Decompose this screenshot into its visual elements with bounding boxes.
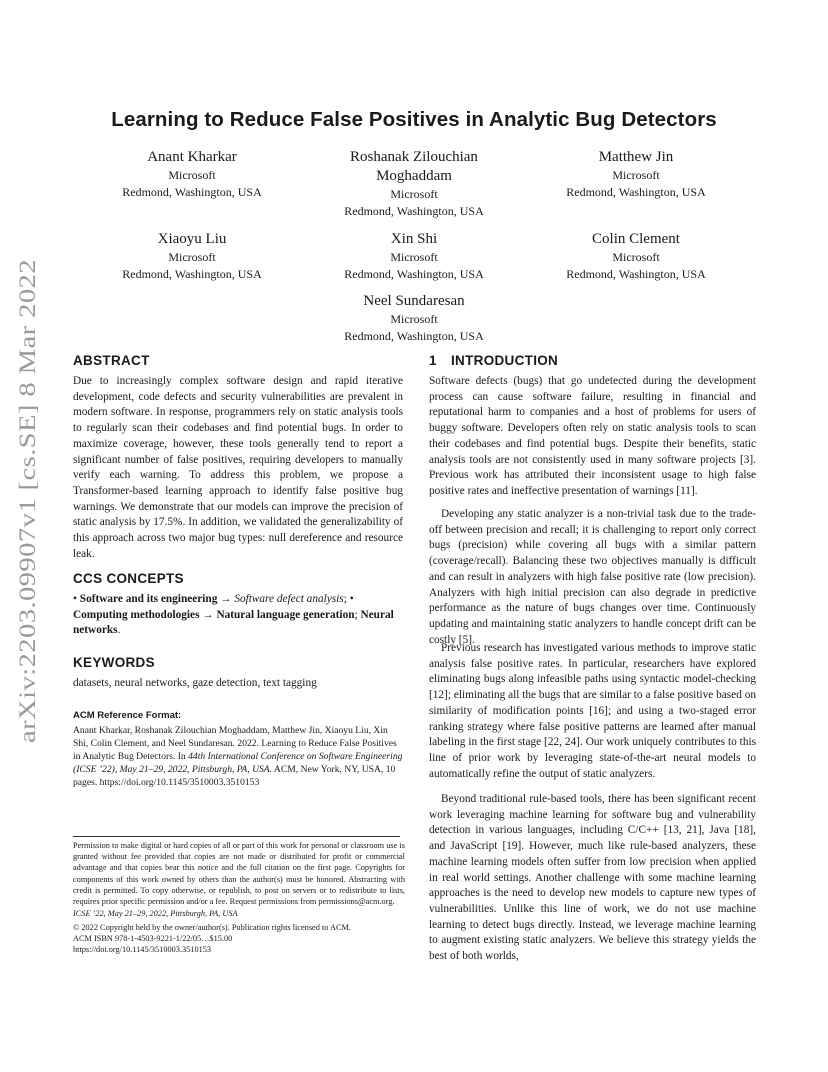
author-name: Roshanak Zilouchian Moghaddam [350,149,478,184]
author-block [304,148,524,220]
ccs-arrow: → [220,593,232,605]
author-name: Matthew Jin [598,149,674,165]
arxiv-stamp-text: arXiv:2203.09907v1 [cs.SE] 8 Mar 2022 [15,355,40,743]
reference-format-text [73,724,405,789]
ccs-bullet: • [73,593,77,605]
author-location: Redmond, Washington, USA [344,329,484,343]
keywords-text: datasets, neural networks, gaze detection, text tagging [73,677,317,689]
footnote-isbn: ACM ISBN 978-1-4503-9221-1/22/05…$15.00 [73,934,233,943]
author-name: Xiaoyu Liu [157,231,227,247]
ccs-separator: ; [354,608,358,621]
author-block [526,230,746,283]
reference-format-venue: 44th International Conference on Software Engineering (ICSE ’22), May 21–29, 2022, Pittsburgh, PA, USA. [73,751,403,775]
author-location: Redmond, Washington, USA [344,267,484,281]
ccs-item: Natural language generation [216,608,355,621]
author-block [82,230,302,283]
footnote-permission: Permission to make digital or hard copies of all or part of this work for personal or classroom use is granted without fee provided that copies are not made or distributed for profit or commercial advantage and that copies bear this notice and the full citation on the first page. Copyrights for components of this work owned by others than the author(s) must be honored. Abstracting with credit is permitted. To copy otherwise, or republish, to post on servers or to redistribute to lists, requires prior specific permission and/or a fee. Request permissions from permissions@acm.org. [73,841,405,907]
author-affiliation: Microsoft [612,250,660,264]
author-affiliation: Microsoft [390,250,438,264]
abstract-heading: ABSTRACT [73,353,150,368]
author-block [304,230,524,283]
intro-paragraph: Previous research has investigated various methods to improve static analysis false positive rates. In particular, researchers have explored eliminating bugs along infeasible paths using syntactic model-checking [12]; eliminating all the bugs that are similar to a false positive based on similarity of modification points [16]; and using a two-staged error ranking strategy where false positive patterns are learned after manual labeling in the first stage [22, 24]. Our work uniquely contributes to this line of prior work by leveraging state-of-the-art neural models to automatically refine the output of static analyzers. [429,642,756,780]
reference-format-part: ACM, New York, NY, USA, 10 pages. https://doi.org/10.1145/3510003.3510153 [73,764,396,788]
author-block [526,148,746,201]
author-location: Redmond, Washington, USA [344,204,484,218]
ccs-bullet: • [349,593,354,605]
ccs-separator: ; [343,593,347,605]
author-affiliation: Microsoft [390,312,438,326]
ccs-item: Computing methodologies [73,608,200,621]
author-name: Neel Sundaresan [363,293,465,309]
ccs-item: Software and its engineering [79,593,218,605]
section-number: 1 [429,353,437,368]
author-block [304,292,524,345]
intro-paragraph: Beyond traditional rule-based tools, there has been significant recent work leveraging machine learning for software bug and vulnerability detection in various languages, including C/C++ [13, 21], Java [18], and JavaScript [19]. However, much like rule-based analyzers, these machine learning models often suffer from low precision when applied in real world settings. Another challenge with some machine learning approaches is the need to develop new models to capture new types of vulnerabilities. Unlike this line of work, we do not use machine learning to detect bugs directly. Instead, we leverage machine learning to augment existing static analyzers. We believe this strategy yields the best of both worlds, [429,793,756,963]
footnote-doi: https://doi.org/10.1145/3510003.3510153 [73,945,212,954]
author-location: Redmond, Washington, USA [566,267,706,281]
author-affiliation: Microsoft [168,168,216,182]
reference-format-heading: ACM Reference Format: [73,710,182,721]
author-location: Redmond, Washington, USA [566,185,706,199]
footnote-rule [73,836,400,837]
introduction-heading [429,353,558,368]
author-affiliation: Microsoft [612,168,660,182]
footnote-venue: ICSE ’22, May 21–29, 2022, Pittsburgh, PA, USA [73,909,238,918]
reference-format-part: Anant Kharkar, Roshanak Zilouchian Moghaddam, Matthew Jin, Xiaoyu Liu, Xin Shi, Colin Clement, and Neel Sundaresan. 2022. Learning to Reduce False Positives in Analytic Bug Detectors. In [73,725,397,762]
ccs-item: Software defect analysis [234,593,344,605]
intro-paragraph: Software defects (bugs) that go undetected during the development process can cause software failure, resulting in financial and reputational harm to companies and a host of problems for users of buggy software. Developers often rely on static analysis tools to scan their codebases and find potential bugs. Despite their benefits, static analysis tools are not consistently used in many software projects [3]. Previous work has attributed their inconsistent usage to high false positive rates and ineffective presentation of warnings [11]. [429,375,756,497]
author-block [82,148,302,201]
keywords-heading: KEYWORDS [73,655,155,670]
abstract-text: Due to increasingly complex software design and rapid iterative development, code defects and security vulnerabilities are prevalent in modern software. In response, programmers rely on static analysis tools to regularly scan their codebases and find potential bugs. In order to maximize coverage, however, these tools generally tend to report a significant number of false positives, requiring developers to manually verify each warning. To address this problem, we propose a Transformer-based learning approach to identify false positive bug warnings. We demonstrate that our models can improve the precision of static analysis by 17.5%. In addition, we validated the generalizability of this approach across two major bug types: null dereference and resource leak. [73,375,403,560]
ccs-end: . [117,624,121,637]
ccs-item: Neural networks [73,608,394,637]
author-affiliation: Microsoft [390,187,438,201]
author-affiliation: Microsoft [168,250,216,264]
footnote-copyright: © 2022 Copyright held by the owner/author(s). Publication rights licensed to ACM. [73,923,351,932]
ccs-heading: CCS CONCEPTS [73,571,184,586]
section-title-text: INTRODUCTION [451,353,559,368]
ccs-concepts [73,592,403,639]
author-location: Redmond, Washington, USA [122,267,262,281]
author-name: Xin Shi [390,231,438,247]
paper-title: Learning to Reduce False Positives in Analytic Bug Detectors [111,108,717,131]
author-location: Redmond, Washington, USA [122,185,262,199]
arxiv-stamp [4,257,44,745]
intro-paragraph: Developing any static analyzer is a non-trivial task due to the trade-off between precision and recall; it is challenging to report only correct bugs (precision) while covering all bugs with a similar pattern (coverage/recall). Balancing these two objectives manually is difficult and can result in analyzers with high false positive rate (low precision). Analyzers with high initial precision can also degrade in predictive performance as the nature of bugs changes over time. Continuously updating and maintaining static analyzers to handle concept drift can be costly [5]. [429,508,756,646]
author-name: Anant Kharkar [147,149,237,165]
ccs-arrow: → [202,608,214,621]
author-name: Colin Clement [592,231,680,247]
